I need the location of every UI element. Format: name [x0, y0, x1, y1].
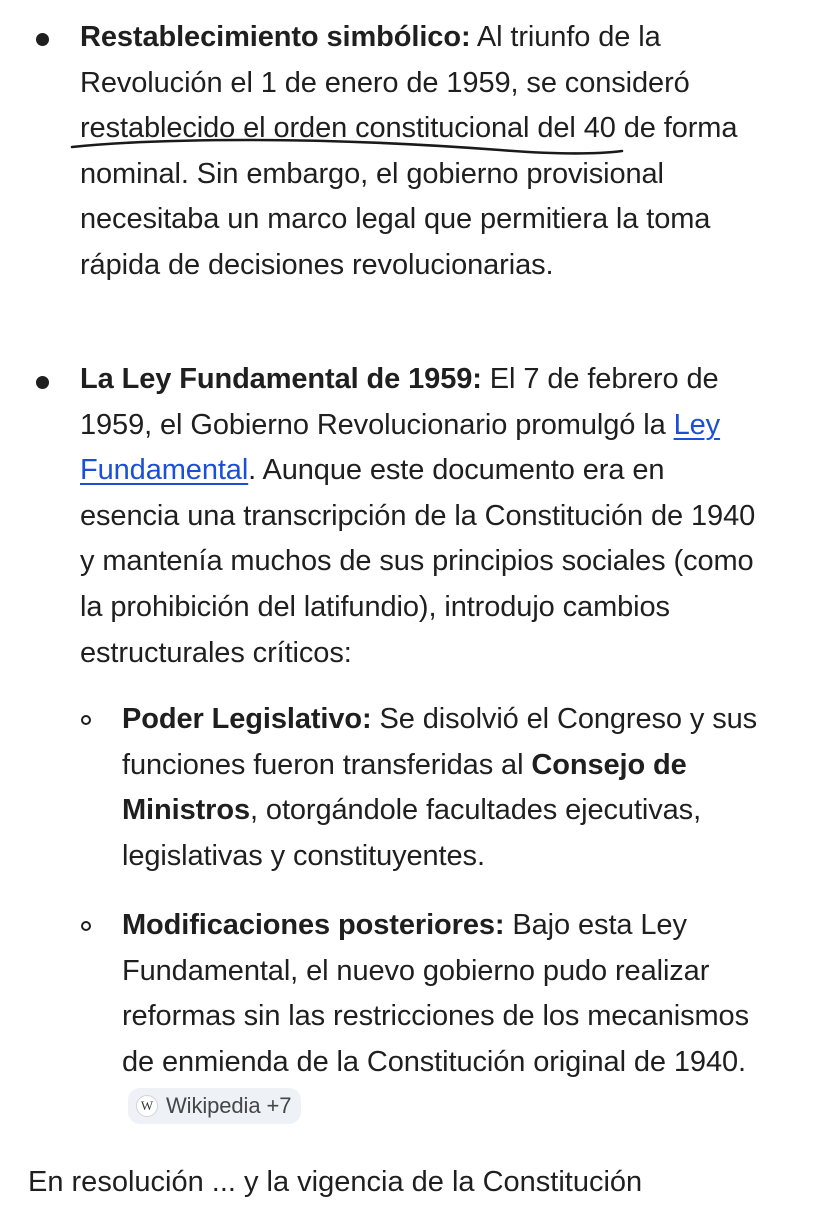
list-item-text — [80, 357, 770, 676]
subitem-bold-text: Consejo de Ministros — [122, 748, 687, 827]
item-title: La Ley Fundamental de 1959: — [80, 363, 482, 395]
item-text: El 7 de febrero de 1959, el Gobierno Revolucionario promulgó la — [80, 363, 719, 441]
source-chip[interactable] — [128, 1088, 301, 1124]
item-title: Restablecimiento simbólico: — [80, 21, 471, 53]
item-text: Al triunfo de la — [470, 21, 661, 53]
sub-list-item-text — [122, 903, 772, 1131]
subitem-title: Modificaciones posteriores: — [122, 909, 505, 941]
subitem-text: Bajo esta Ley Fundamental, el nuevo gobierno pudo realizar reformas sin las restricciones de los mecanismos de enmienda de la Constitución original de 1940. — [122, 909, 749, 1078]
item-text: . Aunque este documento era en esencia una transcripción de la Constitución de 1940 y mantenía muchos de sus principios sociales (como la prohibición del latifundio), introdujo cambios estructurales críticos: — [80, 454, 756, 669]
bullet-icon — [36, 376, 49, 389]
circle-bullet-icon — [81, 921, 91, 931]
circle-bullet-icon — [81, 715, 91, 725]
subitem-title: Poder Legislativo: — [122, 703, 372, 735]
source-chip-label: Wikipedia +7 — [166, 1092, 292, 1118]
sub-list-item-text — [122, 697, 772, 879]
ley-fundamental-link[interactable]: Ley Fundamental — [80, 408, 721, 487]
item-text: Revolución el 1 de enero de 1959, se consideró restablecido el orden constitucional del 40 de forma nominal. Sin embargo, el gobierno provisional necesitaba un marco legal que permitiera la toma rápida de decisiones revolucionarias. — [80, 66, 738, 281]
list-item-text — [80, 15, 780, 289]
wikipedia-icon: W — [136, 1095, 158, 1117]
subitem-text: Se disolvió el Congreso y sus funciones fueron transferidas al — [122, 703, 758, 781]
bullet-icon — [36, 33, 49, 46]
cutoff-text-line: En resolución ... y la vigencia de la Constitución — [28, 1166, 643, 1198]
subitem-text: , otorgándole facultades ejecutivas, legislativas y constituyentes. — [122, 794, 702, 872]
